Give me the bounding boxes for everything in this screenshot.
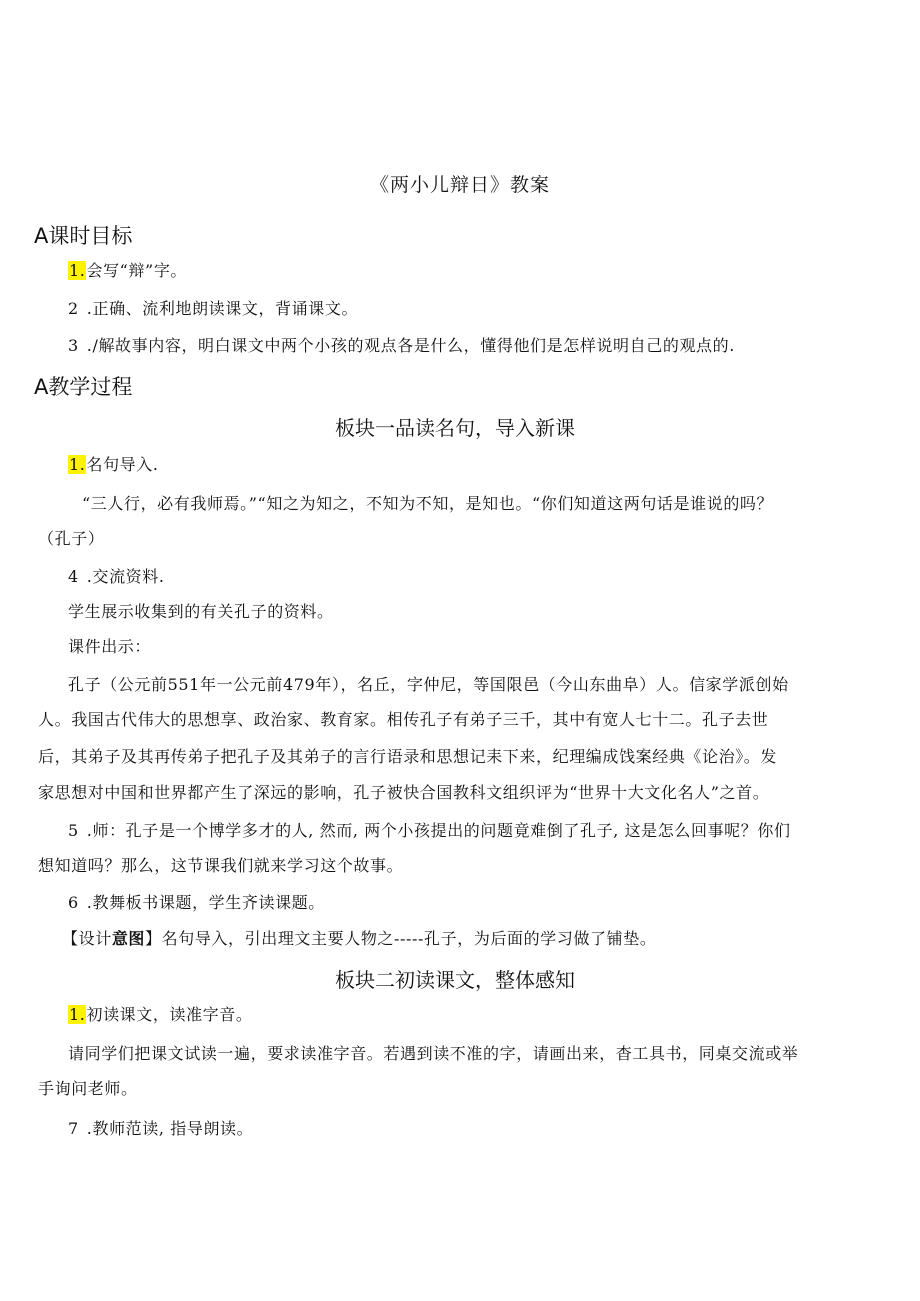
block-heading-2: 板块二初读课文，整体感知	[335, 968, 575, 992]
quote-line-1: “三人行，必有我师焉。”“知之为知之，不知为不知，是知也。“你们知道这两句话是谁说的吗？	[82, 494, 774, 513]
section-heading-process: A教学过程	[34, 375, 133, 399]
objective-item-1	[68, 253, 187, 288]
objective-number-1: 1.	[69, 261, 86, 280]
section-heading-objectives: A课时目标	[34, 224, 133, 248]
read-instruction-line-2: 手询问老师。	[38, 1079, 138, 1098]
design-intent-note	[62, 921, 656, 956]
courseware-label: 课件出示：	[68, 637, 152, 656]
block1-item-1-text: 名句导入.	[86, 455, 159, 474]
block1-item-4	[68, 559, 165, 594]
block1-item-1-number: 1.	[69, 455, 86, 474]
objective-item-2	[68, 291, 358, 326]
block1-item-1	[68, 447, 159, 482]
block1-item-5-line-2: 想知道吗？那么，这节课我们就来学习这个故事。	[38, 856, 404, 875]
document-title: 《两小儿辩日》教案	[369, 174, 550, 196]
confucius-line-1: 孔子（公元前551年一公元前479年），名丘，字仲尼，等国限邑（今山东曲阜）人。信家学派创始	[68, 675, 789, 694]
student-show-text: 学生展示收集到的有关孔子的资料。	[68, 602, 334, 621]
objective-number-2: 2	[68, 299, 79, 318]
design-intent-close: 】	[145, 929, 162, 948]
confucius-line-2: 人。我国古代伟大的思想享、政治家、教育家。相传孔子有弟子三千，其中有宽人七十二。孔子去世	[38, 710, 769, 729]
design-intent-text: 名句导入，引出理文主要人物之-----孔子，为后面的学习做了铺垫。	[161, 929, 657, 948]
block1-item-5-number: 5	[68, 821, 79, 840]
block1-item-4-text: .交流资料.	[86, 567, 165, 586]
block1-item-5-text: .师：孔子是一个博学多才的人, 然而, 两个小孩提出的问题竟难倒了孔子, 这是怎么回事呢？你们	[86, 821, 791, 840]
objective-item-3	[68, 328, 735, 363]
block2-item-7	[68, 1111, 253, 1146]
confucius-line-4: 家思想对中国和世界都产生了深远的影响，孔子被快合国教科文组织评为“世界十大文化名人”之首。	[38, 783, 770, 802]
quote-line-2: （孔子）	[38, 529, 105, 548]
block2-item-1-text: 初读课文，读准字音。	[86, 1005, 253, 1024]
block2-item-7-number: 7	[68, 1119, 79, 1138]
block1-item-6-text: .教舞板书课题，学生齐读课题。	[86, 893, 325, 912]
block1-item-5	[68, 813, 791, 848]
block1-item-6	[68, 885, 325, 920]
objective-text-3: ./解故事内容，明白课文中两个小孩的观点各是什么，懂得他们是怎样说明自己的观点的.	[86, 336, 735, 355]
read-instruction-line-1: 请同学们把课文试读一遍，要求读准字音。若遇到读不准的字，请画出来，杳工具书，同桌交流或举	[68, 1044, 799, 1063]
block1-item-6-number: 6	[68, 893, 79, 912]
block2-item-1-number: 1.	[69, 1005, 86, 1024]
block-heading-1: 板块一品读名句，导入新课	[335, 416, 575, 440]
block2-item-7-text: .教师范读, 指导朗读。	[86, 1119, 254, 1138]
block2-item-1	[68, 997, 252, 1032]
objective-number-3: 3	[68, 336, 79, 355]
block1-item-4-number: 4	[68, 567, 79, 586]
objective-text-1: 会写“辩”字。	[86, 261, 188, 280]
design-intent-bold: 意图	[111, 929, 146, 948]
design-intent-open: 【设计	[62, 929, 112, 948]
objective-text-2: .正确、流利地朗读课文，背诵课文。	[86, 299, 359, 318]
confucius-line-3: 后，其弟子及其再传弟子把孔子及其弟子的言行语录和思想记耒下来，纪理编成饯案经典《论治》。发	[38, 747, 778, 766]
